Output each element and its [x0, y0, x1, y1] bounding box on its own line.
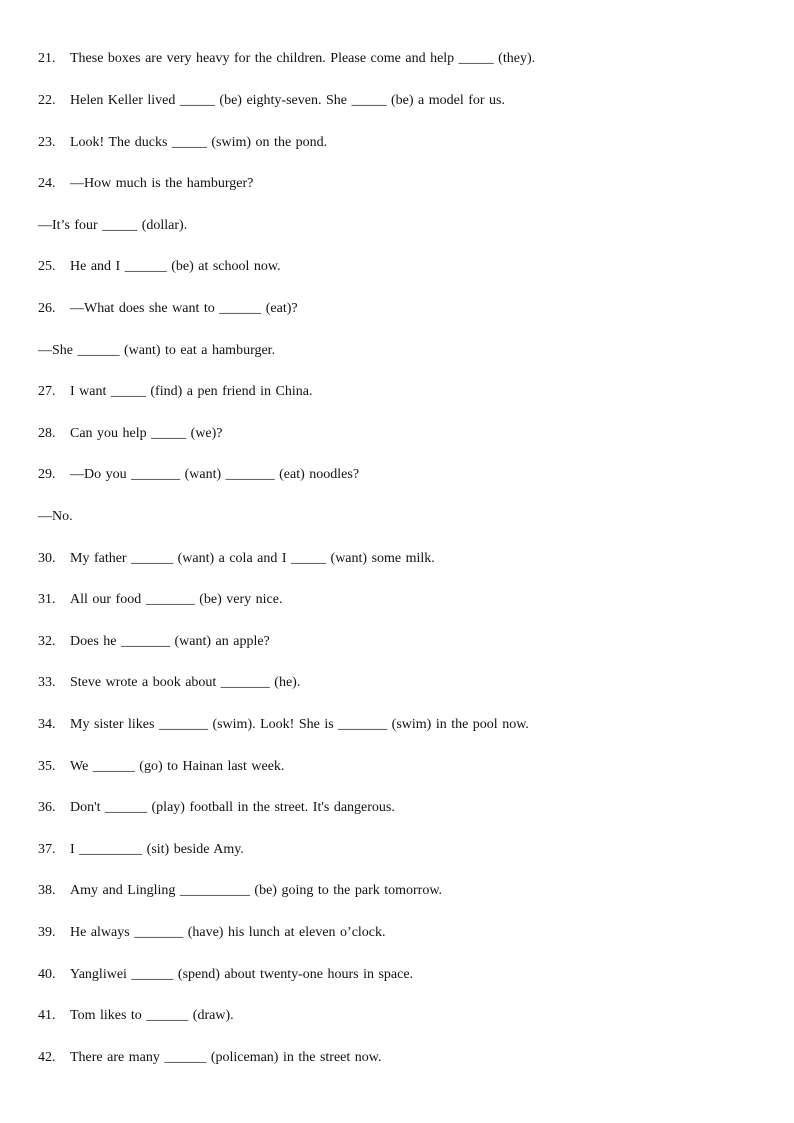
question-text: Steve wrote a book about _______ (he).: [70, 675, 301, 690]
question-26: [38, 300, 298, 318]
question-27: [38, 383, 312, 401]
question-24: [38, 175, 253, 193]
question-text: These boxes are very heavy for the children. Please come and help _____ (they).: [70, 51, 536, 66]
question-number: 36.: [38, 800, 56, 815]
question-text: —What does she want to ______ (eat)?: [70, 301, 298, 316]
question-text: Helen Keller lived _____ (be) eighty-seven. She _____ (be) a model for us.: [70, 93, 505, 108]
question-38: [38, 882, 442, 900]
question-30: [38, 550, 435, 568]
question-41: [38, 1007, 234, 1025]
question-text: —No.: [38, 509, 73, 524]
question-number: 38.: [38, 883, 56, 898]
question-number: 26.: [38, 301, 56, 316]
question-number: 22.: [38, 93, 56, 108]
question-24-answer: [38, 217, 187, 235]
question-31: [38, 591, 282, 609]
question-text: Amy and Lingling __________ (be) going to the park tomorrow.: [70, 883, 443, 898]
question-32: [38, 633, 270, 651]
question-number: 33.: [38, 675, 56, 690]
question-35: [38, 758, 284, 776]
question-text: —She ______ (want) to eat a hamburger.: [38, 343, 276, 358]
question-34: [38, 716, 529, 734]
question-number: 25.: [38, 259, 56, 274]
question-33: [38, 674, 300, 692]
question-37: [38, 841, 244, 859]
question-text: My sister likes _______ (swim). Look! She is _______ (swim) in the pool now.: [70, 717, 529, 732]
question-23: [38, 134, 327, 152]
question-number: 28.: [38, 426, 56, 441]
question-text: Can you help _____ (we)?: [70, 426, 223, 441]
question-number: 32.: [38, 634, 56, 649]
question-text: I want _____ (find) a pen friend in China.: [70, 384, 313, 399]
question-text: My father ______ (want) a cola and I _____ (want) some milk.: [70, 551, 435, 566]
question-21: [38, 50, 535, 68]
question-number: 30.: [38, 551, 56, 566]
question-text: —It’s four _____ (dollar).: [38, 218, 188, 233]
question-text: Yangliwei ______ (spend) about twenty-one hours in space.: [70, 967, 414, 982]
question-number: 23.: [38, 135, 56, 150]
question-26-answer: [38, 342, 275, 360]
question-28: [38, 425, 223, 443]
question-number: 35.: [38, 759, 56, 774]
question-text: He always _______ (have) his lunch at eleven o’clock.: [70, 925, 386, 940]
question-number: 41.: [38, 1008, 56, 1023]
question-22: [38, 92, 505, 110]
question-number: 37.: [38, 842, 56, 857]
question-40: [38, 966, 413, 984]
question-text: Tom likes to ______ (draw).: [70, 1008, 234, 1023]
question-29-answer: [38, 508, 73, 526]
question-text: We ______ (go) to Hainan last week.: [70, 759, 285, 774]
question-number: 29.: [38, 467, 56, 482]
question-text: —Do you _______ (want) _______ (eat) noodles?: [70, 467, 360, 482]
question-number: 40.: [38, 967, 56, 982]
question-39: [38, 924, 386, 942]
question-text: Does he _______ (want) an apple?: [70, 634, 270, 649]
question-text: All our food _______ (be) very nice.: [70, 592, 283, 607]
question-25: [38, 258, 281, 276]
question-number: 34.: [38, 717, 56, 732]
question-text: Look! The ducks _____ (swim) on the pond.: [70, 135, 328, 150]
question-text: He and I ______ (be) at school now.: [70, 259, 281, 274]
question-42: [38, 1049, 381, 1067]
question-number: 31.: [38, 592, 56, 607]
question-text: I _________ (sit) beside Amy.: [70, 842, 244, 857]
question-text: There are many ______ (policeman) in the street now.: [70, 1050, 382, 1065]
question-number: 27.: [38, 384, 56, 399]
question-29: [38, 466, 359, 484]
question-number: 24.: [38, 176, 56, 191]
question-text: Don't ______ (play) football in the street. It's dangerous.: [70, 800, 395, 815]
question-text: —How much is the hamburger?: [70, 176, 254, 191]
question-number: 21.: [38, 51, 56, 66]
question-36: [38, 799, 395, 817]
question-number: 39.: [38, 925, 56, 940]
question-number: 42.: [38, 1050, 56, 1065]
